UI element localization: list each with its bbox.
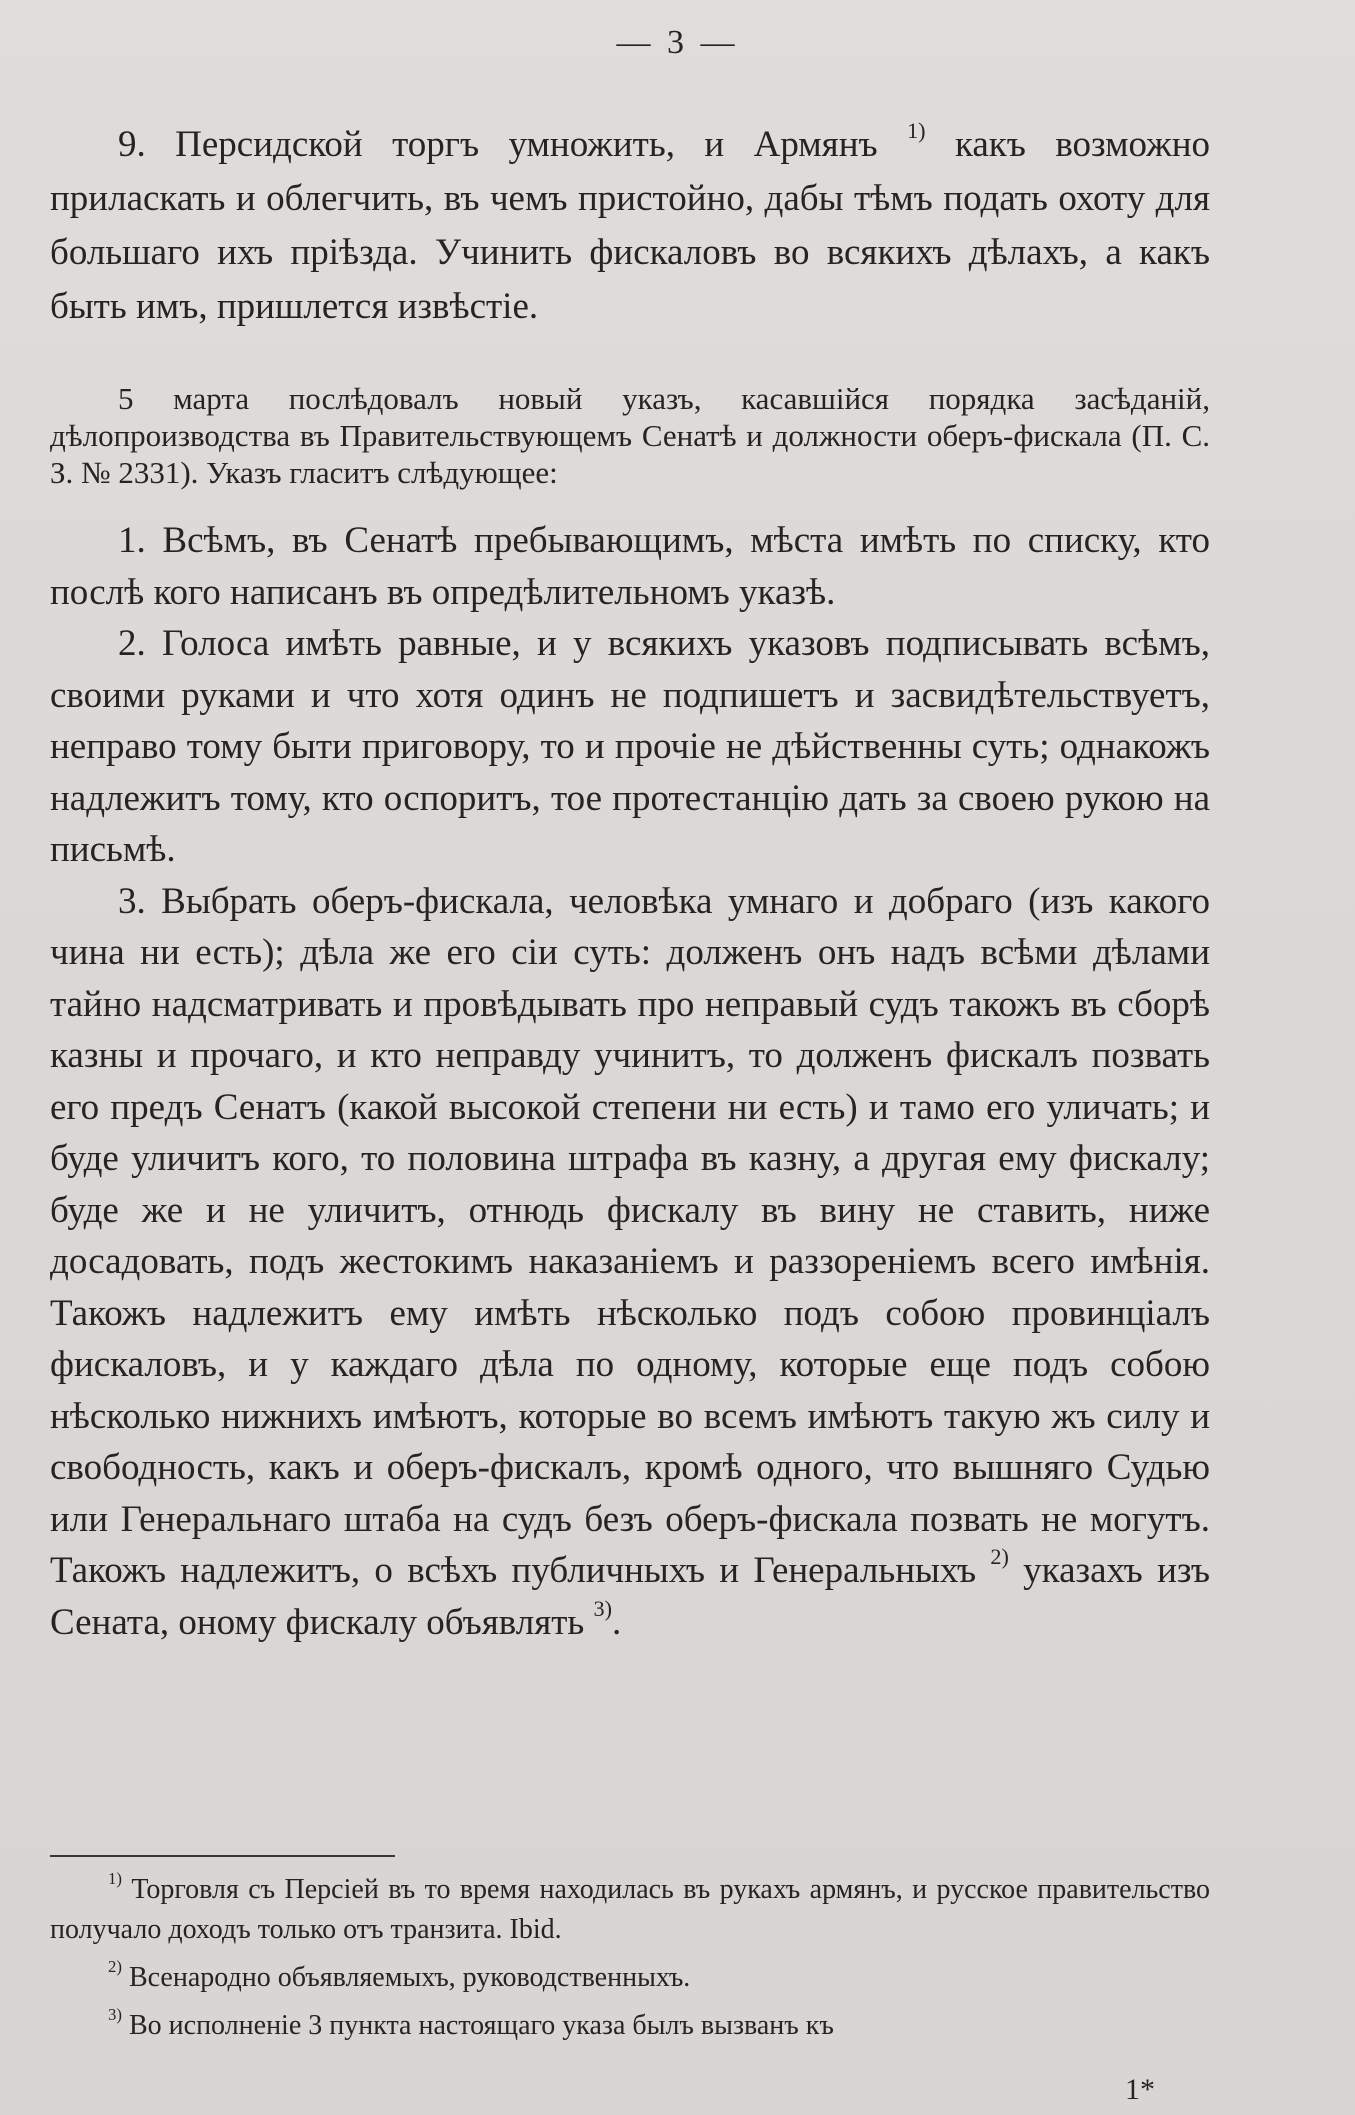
paragraph-9-start: 9. Персидской торгъ умножить, и Армянъ bbox=[118, 124, 908, 165]
footnote-3 bbox=[50, 2006, 1210, 2046]
paragraph-9 bbox=[50, 118, 1210, 334]
page-number: — 3 — bbox=[616, 24, 739, 61]
footnote-2-mark: 2) bbox=[108, 1957, 122, 1977]
footnote-ref-2: 2) bbox=[990, 1544, 1009, 1570]
footnote-3-text: Во исполненіе 3 пункта настоящаго указа былъ вызванъ къ bbox=[121, 2010, 834, 2041]
point-3-mid: указахъ изъ Сената, оному фискалу объявлять bbox=[50, 1550, 1210, 1643]
footnote-2 bbox=[50, 1958, 1210, 1998]
paragraph-9-text bbox=[50, 118, 1210, 334]
decree-intro: 5 марта послѣдовалъ новый указъ, касавшійся порядка засѣданій, дѣлопроизводства въ Правительствующемъ Сенатѣ и должности оберъ-фискала (П. С. З. № 2331). Указъ гласитъ слѣдующее: bbox=[50, 381, 1210, 490]
footnote-2-text: Всенародно объявляемыхъ, руководственныхъ. bbox=[121, 1962, 691, 1993]
footnote-3-mark: 3) bbox=[108, 2005, 122, 2025]
decree-point-3 bbox=[50, 876, 1210, 1649]
point-3-end: . bbox=[612, 1601, 622, 1643]
decree-points bbox=[50, 515, 1210, 1648]
decree-point-1: 1. Всѣмъ, въ Сенатѣ пребывающимъ, мѣста имѣть по списку, кто послѣ кого написанъ въ опредѣлительномъ указѣ. bbox=[50, 520, 1210, 613]
point-3-start: 3. Выбрать оберъ-фискала, человѣка умнаго и добраго (изъ какого чина ни есть); дѣла же его сіи суть: долженъ онъ надъ всѣми дѣлами тайно надсматривать и провѣдывать про неправый судъ такожъ въ сборѣ казны и прочаго, и кто неправду учинитъ, то долженъ фискалъ позвать его предъ Сенатъ (какой высокой степени ни есть) и тамо его уличать; и буде уличитъ кого, то половина штрафа въ казну, а другая ему фискалу; буде же и не уличитъ, отнюдь фискалу въ вину не ставить, ниже досадовать, подъ жестокимъ наказаніемъ и раззореніемъ всего имѣнія. Такожъ надлежитъ ему имѣть нѣсколько подъ собою провинціалъ фискаловъ, и у каждаго дѣла по одному, которые еще подъ собою нѣсколько нижнихъ имѣютъ, которые во всемъ имѣютъ такую жъ силу и свободность, какъ и оберъ-фискалъ, кромѣ одного, что вышняго Судью или Генеральнаго штаба на судъ безъ оберъ-фискала позвать не могутъ. Такожъ надлежитъ, о всѣхъ публичныхъ и Генеральныхъ bbox=[50, 880, 1210, 1591]
footnotes bbox=[50, 1870, 1210, 2054]
signature-mark: 1* bbox=[1125, 2073, 1155, 2106]
paragraph-9-end: какъ возможно приласкать и облегчить, въ чемъ пристойно, дабы тѣмъ подать охоту для большаго ихъ пріѣзда. Учинить фискаловъ во всякихъ дѣлахъ, а какъ быть имъ, пришлется извѣстіе. bbox=[50, 124, 1210, 327]
footnote-divider bbox=[50, 1855, 395, 1857]
footnote-ref-3: 3) bbox=[593, 1595, 612, 1621]
footnote-1-text: Торговля съ Персіей въ то время находилась въ рукахъ армянъ, и русское правительство получало доходъ только отъ транзита. Ibid. bbox=[50, 1874, 1210, 1945]
footnote-ref-1: 1) bbox=[907, 118, 926, 144]
footnote-1-mark: 1) bbox=[108, 1869, 122, 1889]
decree-point-2: 2. Голоса имѣть равные, и у всякихъ указовъ подписывать всѣмъ, своими руками и что хотя одинъ не подпишетъ и засвидѣтельствуетъ, неправо тому быти приговору, то и прочіе не дѣйственны суть; однакожъ надлежитъ тому, кто оспоритъ, тое протестанцію дать за своею рукою на письмѣ. bbox=[50, 623, 1210, 870]
footnote-1 bbox=[50, 1870, 1210, 1950]
